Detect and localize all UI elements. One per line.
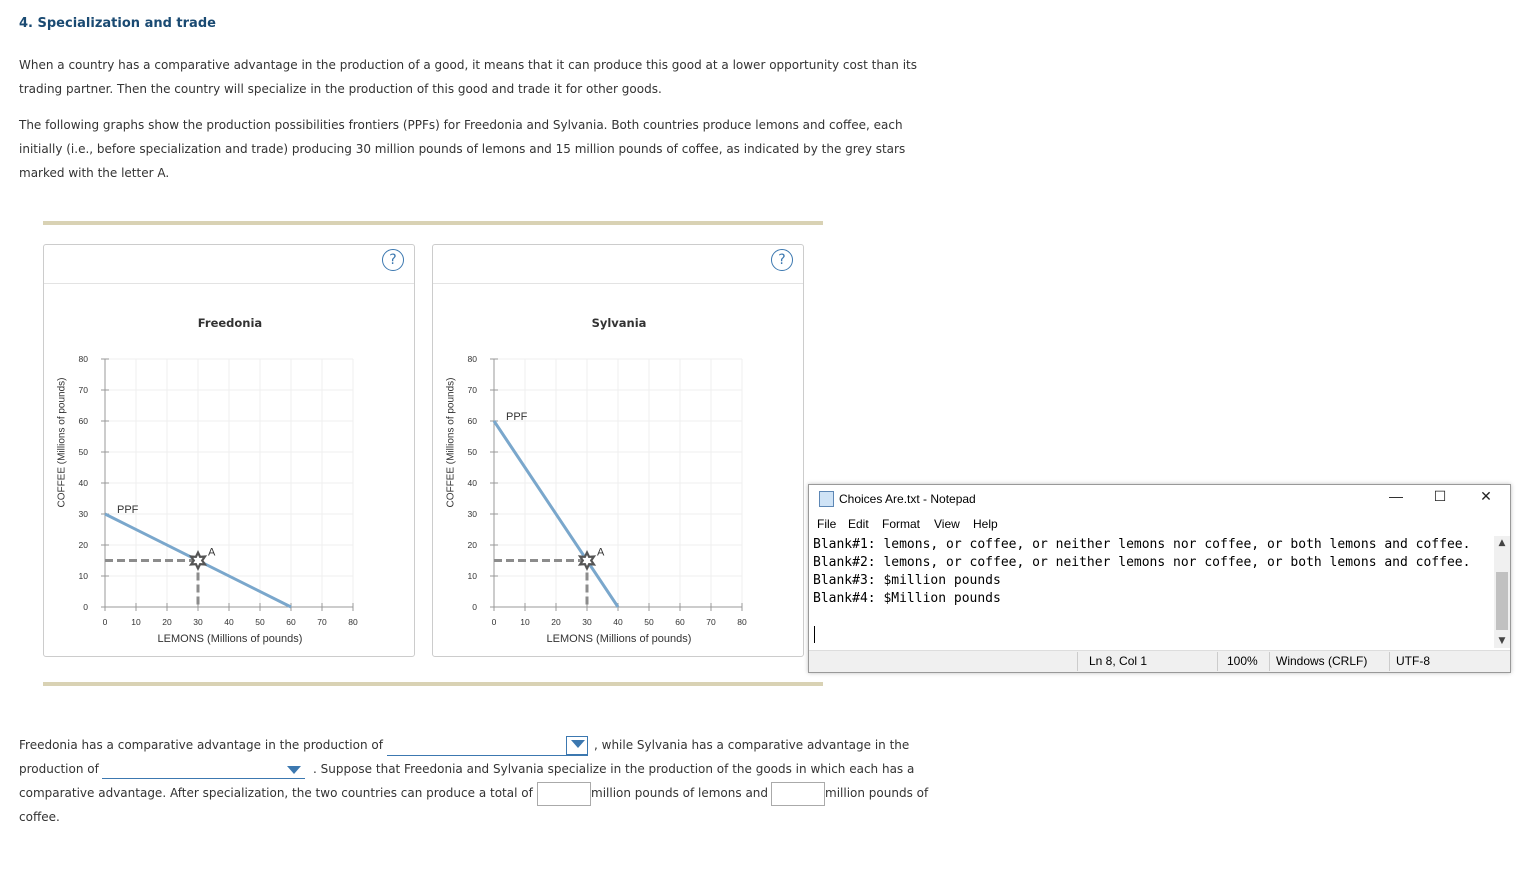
y-tick-label: 20 bbox=[467, 540, 477, 550]
x-tick-label: 30 bbox=[582, 617, 592, 627]
scrollbar-thumb[interactable] bbox=[1496, 572, 1508, 630]
point-a-star bbox=[191, 553, 205, 569]
question-text: million pounds of bbox=[825, 786, 929, 800]
status-line-ending: Windows (CRLF) bbox=[1276, 654, 1368, 668]
divider-bottom bbox=[43, 682, 823, 686]
scroll-down-icon[interactable]: ▼ bbox=[1498, 636, 1506, 646]
y-axis-title: COFFEE (Millions of pounds) bbox=[445, 377, 457, 508]
status-separator bbox=[1389, 652, 1390, 671]
divider-top bbox=[43, 221, 823, 225]
y-tick-label: 0 bbox=[472, 602, 477, 612]
x-tick-label: 50 bbox=[644, 617, 654, 627]
point-a-label: A bbox=[208, 546, 216, 559]
status-separator bbox=[1077, 652, 1078, 671]
x-tick-label: 10 bbox=[131, 617, 141, 627]
x-tick-label: 60 bbox=[675, 617, 685, 627]
chevron-down-icon bbox=[571, 740, 585, 748]
y-tick-label: 10 bbox=[78, 571, 88, 581]
y-tick-label: 80 bbox=[78, 354, 88, 364]
chevron-down-icon bbox=[287, 766, 301, 774]
status-separator bbox=[1269, 652, 1270, 671]
x-tick-label: 20 bbox=[551, 617, 561, 627]
y-tick-label: 30 bbox=[78, 509, 88, 519]
intro-line: initially (i.e., before specialization and trade) producing 30 million pounds of lemons and 15 million pounds of coffee, as indicated by the grey stars bbox=[19, 142, 906, 156]
question-text: production of bbox=[19, 762, 99, 776]
text-line: Blank#1: lemons, or coffee, or neither lemons nor coffee, or both lemons and coffee. bbox=[813, 537, 1471, 552]
y-tick-label: 40 bbox=[467, 478, 477, 488]
vertical-scrollbar[interactable] bbox=[1494, 536, 1510, 648]
close-button[interactable]: ✕ bbox=[1480, 488, 1492, 504]
blank3-input[interactable] bbox=[537, 782, 591, 806]
question-text: . Suppose that Freedonia and Sylvania specialize in the production of the goods in which each has a bbox=[313, 762, 915, 776]
point-a-label: A bbox=[597, 546, 605, 559]
menu-help[interactable]: Help bbox=[973, 517, 998, 531]
sylvania-chart bbox=[433, 245, 805, 656]
help-button[interactable]: ? bbox=[771, 249, 793, 271]
notepad-titlebar[interactable] bbox=[809, 485, 1510, 513]
y-tick-label: 20 bbox=[78, 540, 88, 550]
y-tick-label: 10 bbox=[467, 571, 477, 581]
y-tick-label: 0 bbox=[83, 602, 88, 612]
x-tick-label: 60 bbox=[286, 617, 296, 627]
blank1-dropdown[interactable] bbox=[387, 738, 588, 756]
x-axis-title: LEMONS (Millions of pounds) bbox=[157, 633, 303, 645]
status-position: Ln 8, Col 1 bbox=[1089, 654, 1148, 668]
sylvania-graph-panel bbox=[432, 244, 804, 657]
x-tick-label: 80 bbox=[348, 617, 358, 627]
x-tick-label: 70 bbox=[317, 617, 327, 627]
y-tick-label: 80 bbox=[467, 354, 477, 364]
question-text: Freedonia has a comparative advantage in the production of bbox=[19, 738, 383, 752]
question-text: million pounds of lemons and bbox=[591, 786, 769, 800]
x-axis-title: LEMONS (Millions of pounds) bbox=[546, 633, 692, 645]
dropdown-toggle[interactable] bbox=[566, 736, 588, 755]
question-text: coffee. bbox=[19, 810, 60, 824]
x-tick-label: 40 bbox=[224, 617, 234, 627]
status-bar bbox=[809, 650, 1510, 672]
x-tick-label: 30 bbox=[193, 617, 203, 627]
chart-title: Sylvania bbox=[591, 316, 647, 330]
text-line: Blank#4: $Million pounds bbox=[813, 591, 1001, 606]
intro-line: marked with the letter A. bbox=[19, 166, 170, 180]
page-title: 4. Specialization and trade bbox=[19, 16, 216, 31]
x-tick-label: 10 bbox=[520, 617, 530, 627]
y-tick-label: 30 bbox=[467, 509, 477, 519]
text-caret bbox=[814, 626, 815, 643]
x-tick-label: 0 bbox=[102, 617, 108, 627]
menu-format[interactable]: Format bbox=[882, 517, 921, 531]
intro-paragraph-1 bbox=[19, 53, 934, 101]
x-tick-label: 40 bbox=[613, 617, 623, 627]
blank4-input[interactable] bbox=[771, 782, 825, 806]
question-text: , while Sylvania has a comparative advantage in the bbox=[594, 738, 910, 752]
ppf-label: PPF bbox=[506, 411, 528, 423]
text-editor[interactable] bbox=[813, 536, 1489, 648]
help-button[interactable]: ? bbox=[382, 249, 404, 271]
chart-title: Freedonia bbox=[197, 316, 263, 330]
x-tick-label: 70 bbox=[706, 617, 716, 627]
text-line: Blank#3: $million pounds bbox=[813, 573, 1001, 588]
x-tick-label: 80 bbox=[737, 617, 747, 627]
y-tick-label: 40 bbox=[78, 478, 88, 488]
intro-line: The following graphs show the production possibilities frontiers (PPFs) for Freedonia and Sylvania. Both countries produce lemons and coffee, each bbox=[19, 118, 903, 132]
intro-line: trading partner. Then the country will specialize in the production of this good and trade it for other goods. bbox=[19, 82, 662, 96]
scroll-up-icon[interactable]: ▲ bbox=[1498, 538, 1506, 548]
window-title: Choices Are.txt - Notepad bbox=[839, 492, 976, 506]
y-tick-label: 70 bbox=[78, 385, 88, 395]
ppf-label: PPF bbox=[117, 504, 139, 516]
freedonia-graph-panel bbox=[43, 244, 415, 657]
freedonia-chart bbox=[44, 245, 416, 656]
intro-line: When a country has a comparative advantage in the production of a good, it means that it can produce this good at a lower opportunity cost than its bbox=[19, 58, 917, 72]
question-text: comparative advantage. After specialization, the two countries can produce a total of bbox=[19, 786, 533, 800]
menu-file[interactable]: File bbox=[817, 517, 837, 531]
y-tick-label: 50 bbox=[467, 447, 477, 457]
menu-edit[interactable]: Edit bbox=[848, 517, 869, 531]
y-tick-label: 60 bbox=[78, 416, 88, 426]
text-line: Blank#2: lemons, or coffee, or neither lemons nor coffee, or both lemons and coffee. bbox=[813, 555, 1471, 570]
menu-view[interactable]: View bbox=[934, 517, 960, 531]
x-tick-label: 50 bbox=[255, 617, 265, 627]
y-tick-label: 60 bbox=[467, 416, 477, 426]
x-tick-label: 20 bbox=[162, 617, 172, 627]
notepad-icon bbox=[819, 491, 834, 507]
blank2-dropdown[interactable] bbox=[102, 761, 305, 779]
status-zoom: 100% bbox=[1227, 654, 1258, 668]
minimize-button[interactable]: — bbox=[1389, 488, 1403, 504]
status-separator bbox=[1217, 652, 1218, 671]
question-line-1 bbox=[19, 738, 383, 752]
y-tick-label: 50 bbox=[78, 447, 88, 457]
intro-paragraph-2 bbox=[19, 113, 934, 185]
y-tick-label: 70 bbox=[467, 385, 477, 395]
y-axis-title: COFFEE (Millions of pounds) bbox=[56, 377, 68, 508]
notepad-window[interactable] bbox=[808, 484, 1511, 673]
status-encoding: UTF-8 bbox=[1396, 654, 1430, 668]
x-tick-label: 0 bbox=[491, 617, 497, 627]
maximize-button[interactable]: ☐ bbox=[1433, 488, 1447, 504]
